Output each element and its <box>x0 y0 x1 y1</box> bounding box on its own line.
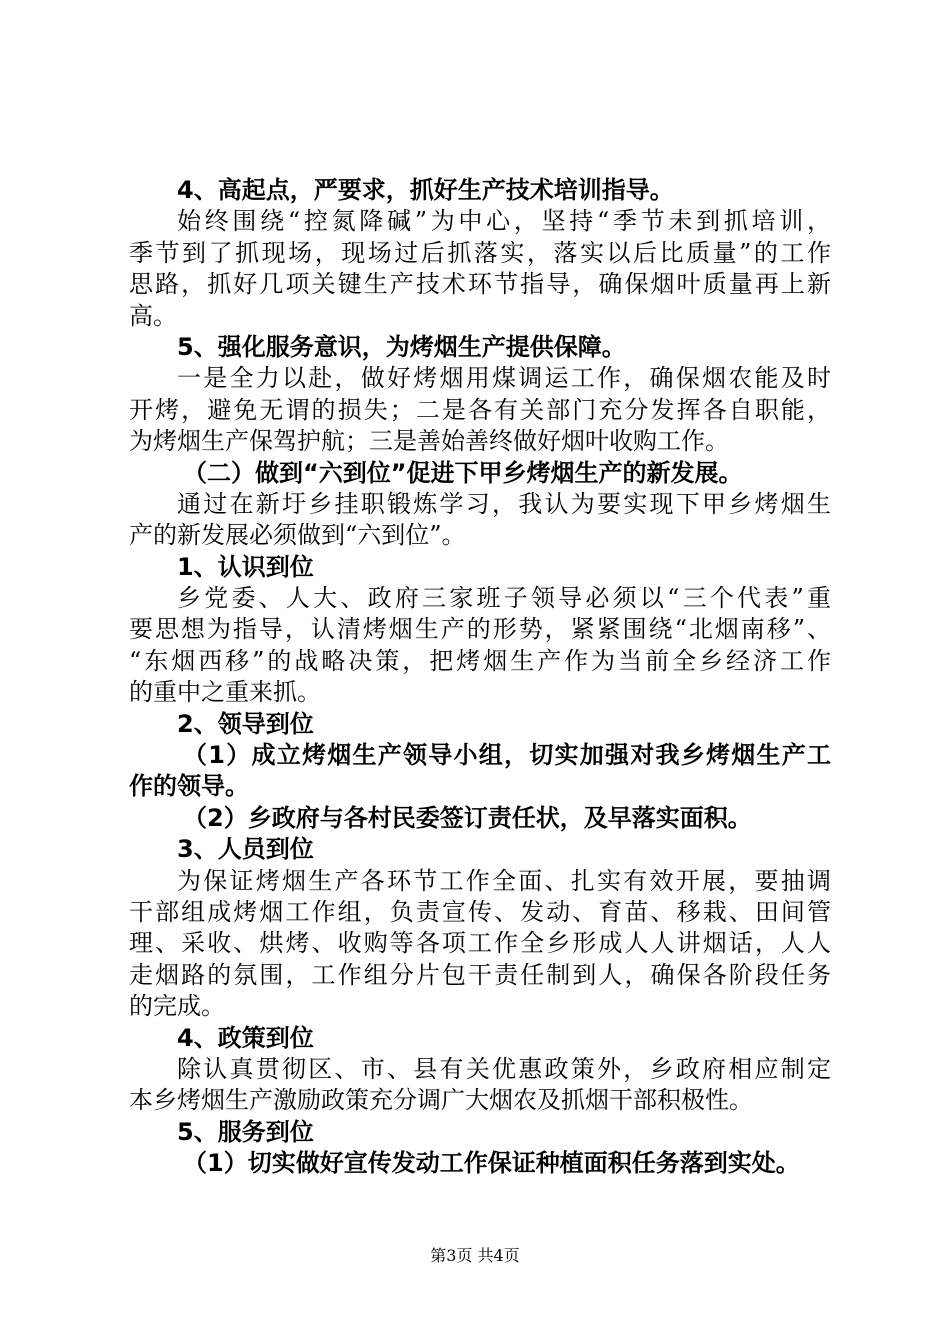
section-heading <box>129 1023 831 1054</box>
text-line: （2）乡政府与各村民委签订责任状，及早落实面积。 <box>183 803 752 832</box>
document-body <box>129 175 831 1180</box>
text-line: 5、服务到位 <box>177 1117 314 1146</box>
text-line: 5、强化服务意识，为烤烟生产提供保障。 <box>177 332 626 361</box>
section-heading <box>129 332 831 363</box>
text-line: 1、认识到位 <box>177 552 314 581</box>
text-line: 本乡烤烟生产激励政策充分调广大烟农及抓烟干部积极性。 <box>129 1086 753 1115</box>
text-line: 通过在新圩乡挂职锻炼学习，我认为要实现下甲乡烤烟生 <box>177 489 831 518</box>
text-line: 始终围绕“控氮降碱”为中心，坚持“季节未到抓培训， <box>177 207 831 236</box>
text-line: 的完成。 <box>129 992 225 1021</box>
section-heading <box>129 803 831 834</box>
section-heading <box>129 740 831 803</box>
text-line: （1）成立烤烟生产领导小组，切实加强对我乡烤烟生产工 <box>183 741 831 770</box>
text-line: 的重中之重来抓。 <box>129 678 321 707</box>
text-line: 开烤，避免无谓的损失；二是各有关部门充分发挥各自职能， <box>129 395 831 424</box>
paragraph <box>129 866 831 1023</box>
paragraph <box>129 489 831 552</box>
section-heading <box>129 552 831 583</box>
paragraph <box>129 206 831 332</box>
text-line: 为烤烟生产保驾护航；三是善始善终做好烟叶收购工作。 <box>129 427 729 456</box>
text-line: 高。 <box>129 301 177 330</box>
text-line: （1）切实做好宣传发动工作保证种植面积任务落到实处。 <box>183 1149 800 1178</box>
text-line: 产的新发展必须做到“六到位”。 <box>129 521 466 550</box>
text-line: 乡党委、人大、政府三家班子领导必须以“三个代表”重 <box>177 584 831 613</box>
page-footer: 第3页 共4页 <box>430 1246 520 1265</box>
text-line: （二）做到“六到位”促进下甲乡烤烟生产的新发展。 <box>183 458 743 487</box>
text-line: 要思想为指导，认清烤烟生产的形势，紧紧围绕“北烟南移”、 <box>129 615 831 644</box>
text-line: 4、政策到位 <box>177 1023 314 1052</box>
section-heading <box>129 1117 831 1148</box>
section-heading <box>129 709 831 740</box>
text-line: 干部组成烤烟工作组，负责宣传、发动、育苗、移栽、田间管 <box>129 897 831 926</box>
text-line: “东烟西移”的战略决策，把烤烟生产作为当前全乡经济工作 <box>129 646 831 675</box>
text-line: 为保证烤烟生产各环节工作全面、扎实有效开展，要抽调 <box>177 866 831 895</box>
section-heading <box>129 175 831 206</box>
paragraph <box>129 1054 831 1117</box>
text-line: 一是全力以赴，做好烤烟用煤调运工作，确保烟农能及时 <box>177 364 831 393</box>
text-line: 3、人员到位 <box>177 835 314 864</box>
section-heading <box>129 1148 831 1179</box>
section-heading <box>129 834 831 865</box>
text-line: 除认真贯彻区、市、县有关优惠政策外，乡政府相应制定 <box>177 1054 831 1083</box>
paragraph <box>129 363 831 457</box>
text-line: 季节到了抓现场，现场过后抓落实，落实以后比质量”的工作 <box>129 238 831 267</box>
text-line: 4、高起点，严要求，抓好生产技术培训指导。 <box>177 176 674 204</box>
section-heading <box>129 458 831 489</box>
paragraph <box>129 583 831 709</box>
text-line: 2、领导到位 <box>177 709 314 738</box>
text-line: 理、采收、烘烤、收购等各项工作全乡形成人人讲烟话，人人 <box>129 929 831 958</box>
text-line: 走烟路的氛围，工作组分片包干责任制到人，确保各阶段任务 <box>129 960 831 989</box>
text-line: 作的领导。 <box>129 772 249 801</box>
text-line: 思路，抓好几项关键生产技术环节指导，确保烟叶质量再上新 <box>129 270 831 299</box>
